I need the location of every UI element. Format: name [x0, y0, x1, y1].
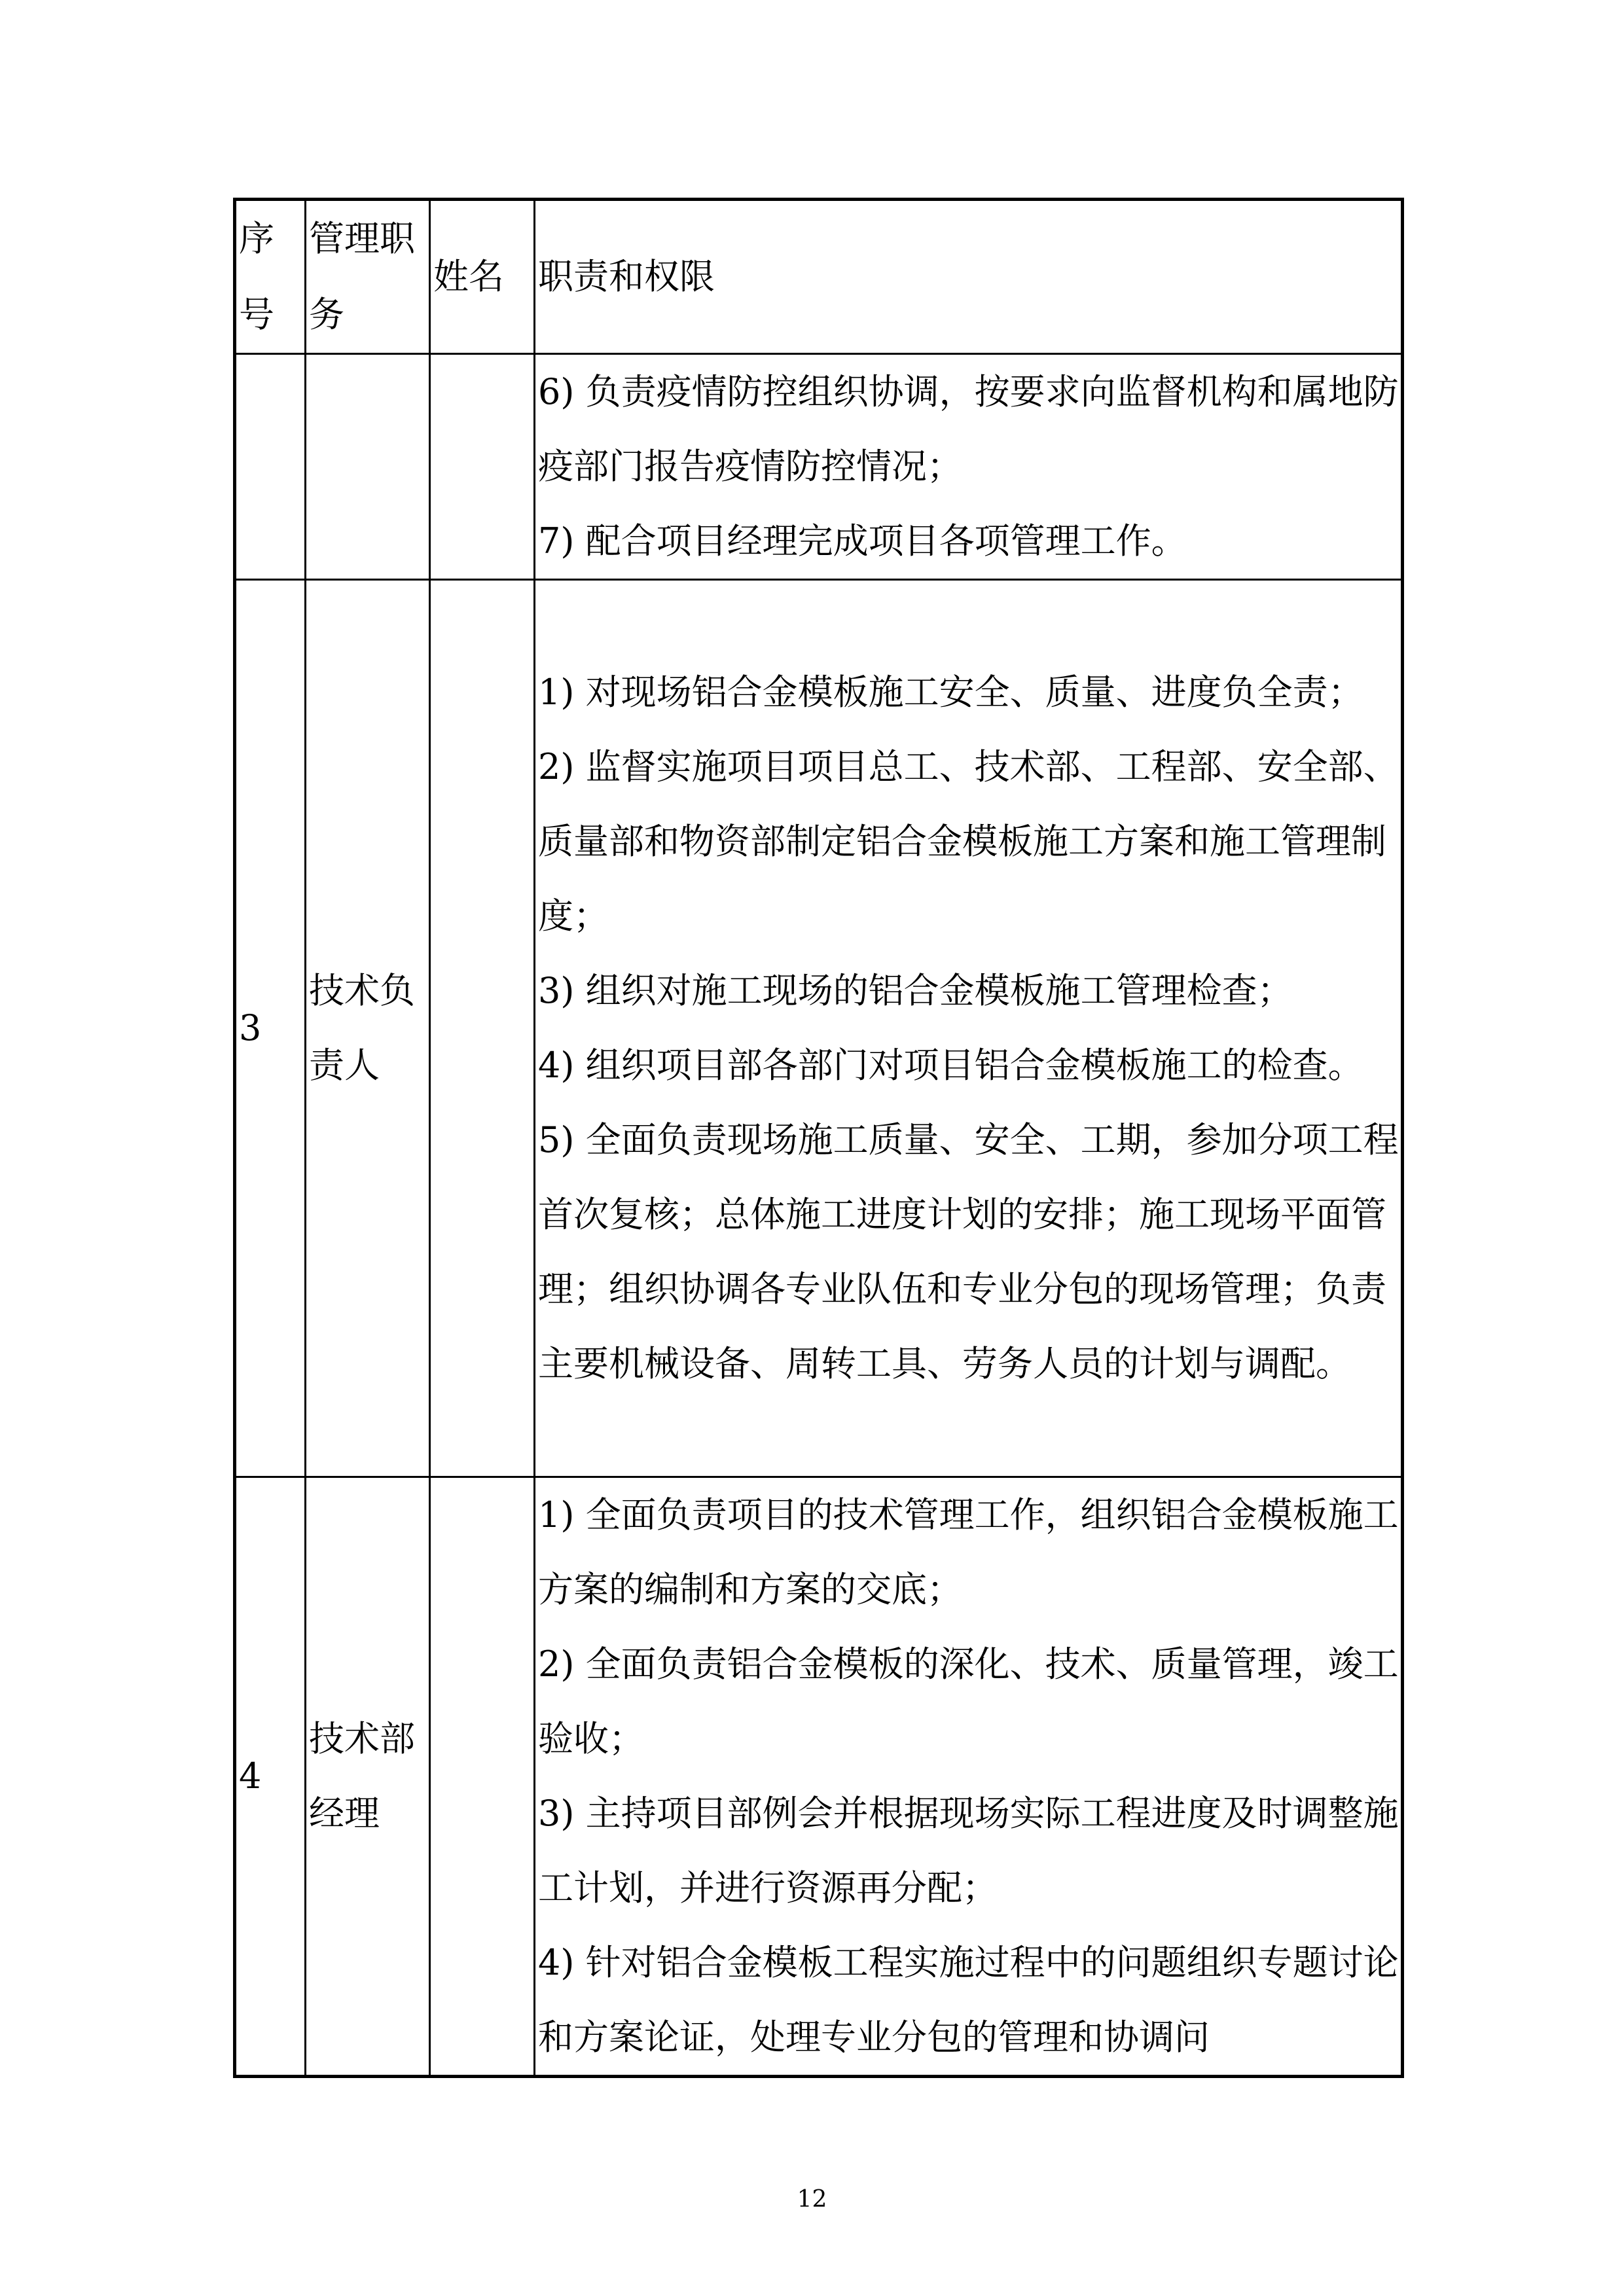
row-no-cell: [235, 354, 306, 580]
row-duty-cell: [535, 354, 1403, 580]
row-name-cell: [430, 354, 535, 580]
row-duty-cell: [535, 1477, 1403, 2077]
duty-item: 2) 监督实施项目项目总工、技术部、工程部、安全部、质量部和物资部制定铝合金模板施工方案和施工管理制度；: [538, 746, 1399, 937]
header-no-cell: [235, 200, 306, 354]
row-name-cell: [430, 1477, 535, 2077]
table-row: [235, 354, 1403, 580]
header-duty: 职责和权限: [538, 256, 715, 297]
header-name-cell: [430, 200, 535, 354]
duty-item: 6) 负责疫情防控组织协调，按要求向监督机构和属地防疫部门报告疫情防控情况；: [538, 371, 1399, 487]
duty-item: 2) 全面负责铝合金模板的深化、技术、质量管理，竣工验收；: [538, 1643, 1399, 1759]
row-role-cell: [306, 580, 430, 1477]
duty-list: [535, 355, 1401, 579]
page-number: 12: [797, 2186, 827, 2213]
row-no-cell: [235, 1477, 306, 2077]
row-no-cell: [235, 580, 306, 1477]
header-no: 序号: [239, 218, 274, 335]
row-no: 3: [239, 1007, 262, 1049]
row-duty-cell: [535, 580, 1403, 1477]
duty-list: [535, 1478, 1401, 2075]
duty-item: 1) 对现场铝合金模板施工安全、质量、进度负全责；: [538, 672, 1363, 713]
duty-item: 3) 组织对施工现场的铝合金模板施工管理检查；: [538, 970, 1293, 1011]
duty-list: [535, 655, 1401, 1401]
row-no: 4: [239, 1755, 262, 1797]
row-role-cell: [306, 354, 430, 580]
table-row: [235, 580, 1403, 1477]
duty-item: 1) 全面负责项目的技术管理工作，组织铝合金模板施工方案的编制和方案的交底；: [538, 1494, 1399, 1610]
duty-item: 4) 组织项目部各部门对项目铝合金模板施工的检查。: [538, 1045, 1363, 1086]
row-role: 技术部经理: [309, 1718, 415, 1834]
header-name: 姓名: [433, 256, 504, 297]
duty-item: 5) 全面负责现场施工质量、安全、工期，参加分项工程首次复核；总体施工进度计划的安排；施工现场平面管理；组织协调各专业队伍和专业分包的现场管理；负责主要机械设备、周转工具、劳务人员的计划与调配。: [538, 1119, 1399, 1384]
table-header-row: [235, 200, 1403, 354]
header-role: 管理职务: [309, 218, 415, 335]
row-name-cell: [430, 580, 535, 1477]
header-role-cell: [306, 200, 430, 354]
duty-table: [233, 198, 1404, 2078]
row-role: 技术负责人: [309, 970, 415, 1086]
header-duty-cell: [535, 200, 1403, 354]
duty-item: 7) 配合项目经理完成项目各项管理工作。: [538, 520, 1187, 562]
duty-item: 4) 针对铝合金模板工程实施过程中的问题组织专题讨论和方案论证，处理专业分包的管理和协调问: [538, 1942, 1399, 2058]
duty-item: 3) 主持项目部例会并根据现场实际工程进度及时调整施工计划，并进行资源再分配；: [538, 1793, 1399, 1909]
table-row: [235, 1477, 1403, 2077]
row-role-cell: [306, 1477, 430, 2077]
